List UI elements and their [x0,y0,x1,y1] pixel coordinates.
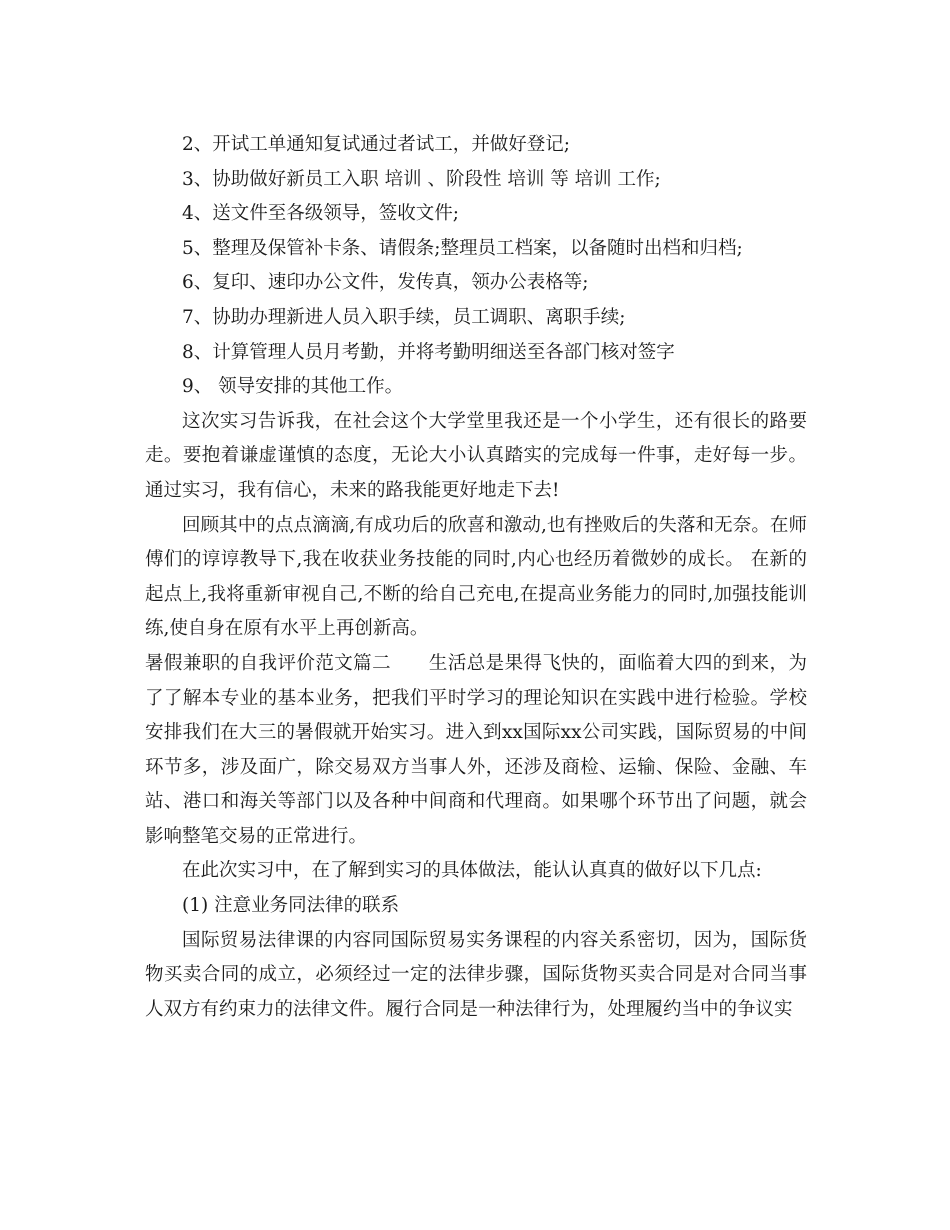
document-page [145,128,807,1027]
paragraph-essay-two: 暑假兼职的自我评价范文篇二 生活总是果得飞快的，面临着大四的到来，为了了解本专业的基本业务，把我们平时学习的理论知识在实践中进行检验。学校安排我们在大三的暑假就开始实习。进入到xx国际xx公司实践，国际贸易的中间环节多，涉及面广，除交易双方当事人外，还涉及商检、运输、保险、金融、车站、港口和海关等部门以及各种中间商和代理商。如果哪个环节出了问题，就会影响整笔交易的正常进行。 [145,652,807,847]
list-item: 8、计算管理人员月考勤，并将考勤明细送至各部门核对签字 [182,341,675,363]
list-item: 7、协助办理新进人员入职手续，员工调职、离职手续; [182,306,626,328]
list-item: 5、整理及保管补卡条、请假条;整理员工档案，以备随时出档和归档; [182,237,743,259]
list-item: 2、开试工单通知复试通过者试工，并做好登记; [182,134,571,155]
section-heading-law: (1) 注意业务同法律的联系 [182,895,400,917]
paragraph-points-intro: 在此次实习中，在了解到实习的具体做法，能认认真真的做好以下几点: [182,860,762,882]
list-item: 4、送文件至各级领导，签收文件; [182,203,460,225]
list-item: 3、协助做好新员工入职 培训 、阶段性 培训 等 培训 工作; [182,168,661,190]
list-item: 9、 领导安排的其他工作。 [182,376,404,398]
paragraph-trade-law: 国际贸易法律课的内容同国际贸易实务课程的内容关系密切，因为，国际货物买卖合同的成立，必须经过一定的法律步骤，国际货物买卖合同是对合同当事人双方有约束力的法律文件。履行合同是一种法律行为，处理履约当中的争议实 [145,929,807,1020]
paragraph-review: 回顾其中的点点滴滴,有成功后的欣喜和激动,也有挫败后的失落和无奈。在师傅们的谆谆教导下,我在收获业务技能的同时,内心也经历着微妙的成长。 在新的起点上,我将重新审视自己,不断的给自己充电,在提高业务能力的同时,加强技能训练,使自身在原有水平上再创新高。 [145,514,807,640]
list-item: 6、复印、速印办公文件，发传真，领办公表格等; [182,272,589,294]
paragraph-internship-lesson: 这次实习告诉我，在社会这个大学堂里我还是一个小学生，还有很长的路要走。要抱着谦虚谨慎的态度，无论大小认真踏实的完成每一件事，走好每一步。通过实习，我有信心，未来的路我能更好地走下去! [145,410,807,501]
